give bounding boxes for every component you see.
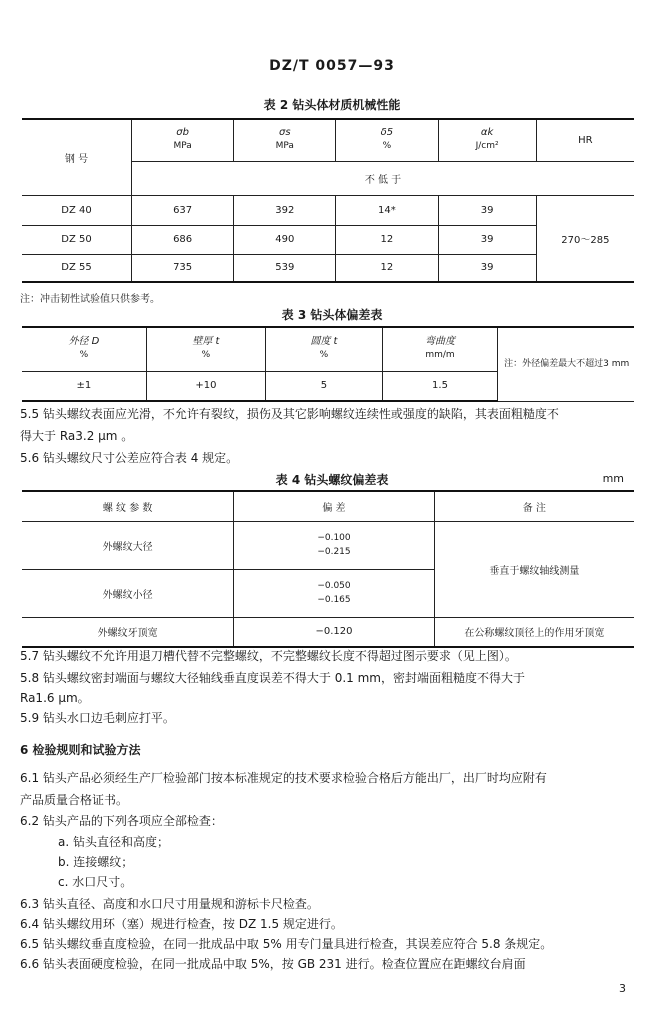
para-6-1-b: 产品质量合格证书。 [20,793,129,807]
table4-header-dev: 偏 差 [234,491,434,521]
page-number: 3 [619,982,626,995]
table3 [22,326,634,402]
table2-cell: 39 [438,225,536,254]
table2-col-hr: HR [536,119,634,161]
para-6-2: 6.2 钻头产品的下列各项应全部检查： [20,814,223,828]
table2-col-d: δ5 % [336,119,438,161]
table3-caption: 表 3 钻头体偏差表 [281,308,383,322]
para-6-5: 6.5 钻头螺纹垂直度检验，在同一批成品中取 5% 用专门量具进行检查，其误差应符合 5.8 条规定。 [20,937,553,951]
table4-dev-cell: −0.120 [234,617,434,647]
table2-cell: 14* [336,195,438,225]
table2-cell: 12 [336,254,438,282]
table3-cell: ±1 [22,371,146,401]
table3-cell: +10 [146,371,265,401]
table2-cell: 735 [132,254,234,282]
table4-dev-cell: −0.050 −0.165 [234,569,434,617]
table3-cell: 5 [265,371,382,401]
table2-caption: 表 2 钻头体材质机械性能 [263,98,401,112]
para-6-3: 6.3 钻头直径、高度和水口尺寸用量规和游标卡尺检查。 [20,897,319,911]
para-5-5-a: 5.5 钻头螺纹表面应光滑，不允许有裂纹，损伤及其它影响螺纹连续性或强度的缺陷，其表面粗糙度不 [20,407,559,421]
table4-row-param: 外螺纹牙顶宽 [22,617,234,647]
table4-unit: mm [602,472,624,485]
para-6-4: 6.4 钻头螺纹用环（塞）规进行检查，按 DZ 1.5 规定进行。 [20,917,343,931]
para-6-6: 6.6 钻头表面硬度检验，在同一批成品中取 5%，按 GB 231 进行。检查位置应在距螺纹台肩面 [20,957,526,971]
table2-cell: 39 [438,254,536,282]
para-5-8-a: 5.8 钻头螺纹密封端面与螺纹大径轴线垂直度误差不得大于 0.1 mm，密封端面粗糙度不得大于 [20,671,525,685]
table2-cell: 637 [132,195,234,225]
table2-col-ak: αk J/cm² [438,119,536,161]
table2-col-brand: 钢 号 [22,119,132,195]
table4-header-param: 螺 纹 参 数 [22,491,234,521]
table2-row-brand: DZ 55 [22,254,132,282]
table2-cell: 392 [234,195,336,225]
table3-col-round: 圆度 t % [265,327,382,371]
list-item-c: c. 水口尺寸。 [58,875,133,889]
para-5-6: 5.6 钻头螺纹尺寸公差应符合表 4 规定。 [20,451,239,465]
list-item-b: b. 连接螺纹； [58,855,134,869]
table3-cell: 1.5 [382,371,497,401]
table4-header-remark: 备 注 [434,491,634,521]
table2 [22,118,634,283]
table4 [22,490,634,648]
table4-row-param: 外螺纹小径 [22,569,234,617]
table3-note: 注：外径偏差最大不超过3 mm [498,327,634,401]
standard-code: DZ/T 0057—93 [269,58,395,74]
table4-caption: 表 4 钻头螺纹偏差表 [275,473,389,487]
table2-cell: 12 [336,225,438,254]
table2-subheader: 不 低 于 [132,161,634,195]
table3-col-bend: 弯曲度 mm/m [382,327,497,371]
section-6-heading: 6 检验规则和试验方法 [20,743,141,757]
list-item-a: a. 钻头直径和高度； [58,835,169,849]
para-5-9: 5.9 钻头水口边毛刺应打平。 [20,711,175,725]
para-6-1-a: 6.1 钻头产品必须经生产厂检验部门按本标准规定的技术要求检验合格后方能出厂，出厂时均应附有 [20,771,547,785]
table2-note: 注：冲击韧性试验值只供参考。 [20,294,160,305]
table3-col-t: 壁厚 t % [146,327,265,371]
table2-col-sb: σb MPa [132,119,234,161]
table4-remark-merged: 垂直于螺纹轴线测量 [434,521,634,617]
table4-row-param: 外螺纹大径 [22,521,234,569]
table3-col-d: 外径 D % [22,327,146,371]
table2-col-ss: σs MPa [234,119,336,161]
table2-cell: 39 [438,195,536,225]
table4-dev-cell: −0.100 −0.215 [234,521,434,569]
table2-cell: 686 [132,225,234,254]
para-5-7: 5.7 钻头螺纹不允许用退刀槽代替不完整螺纹，不完整螺纹长度不得超过图示要求（见上图）。 [20,649,517,663]
table2-cell: 539 [234,254,336,282]
table2-hr-value: 270～285 [536,195,634,282]
para-5-8-b: Ra1.6 μm。 [20,691,90,705]
table2-cell: 490 [234,225,336,254]
table4-remark-last: 在公称螺纹顶径上的作用牙顶宽 [434,617,634,647]
table2-row-brand: DZ 40 [22,195,132,225]
table2-row-brand: DZ 50 [22,225,132,254]
para-5-5-b: 得大于 Ra3.2 μm 。 [20,429,134,443]
